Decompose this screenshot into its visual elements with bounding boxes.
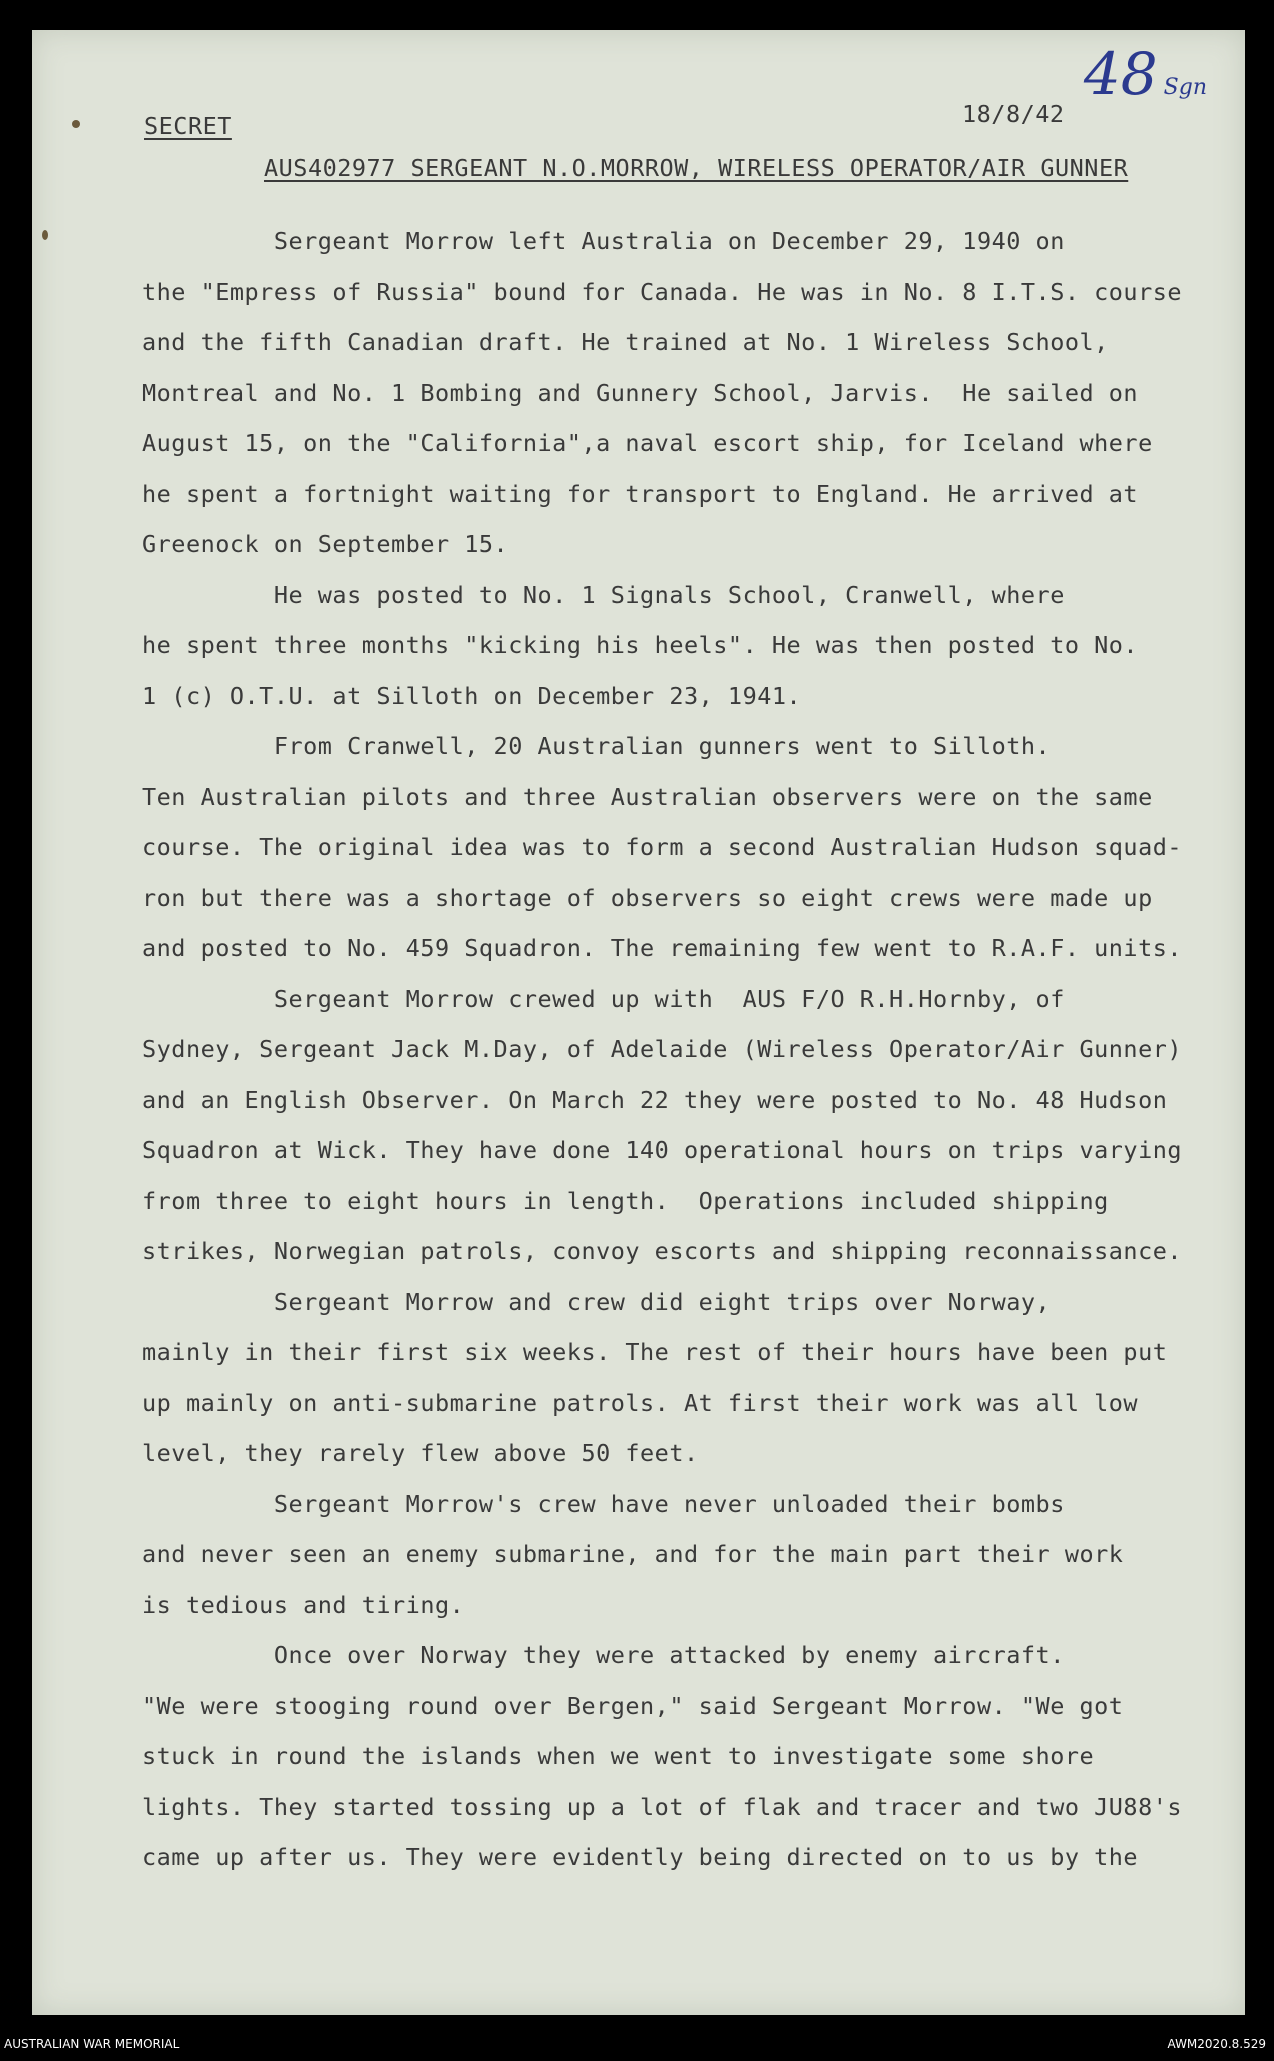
document-date: 18/8/42 [962,100,1065,128]
text-line: course. The original idea was to form a second Australian Hudson squad- [142,833,1183,861]
text-line: Greenock on September 15. [142,530,509,558]
text-line: Squadron at Wick. They have done 140 operational hours on trips varying [142,1136,1183,1164]
text-line: is tedious and tiring. [142,1590,465,1619]
text-line: strikes, Norwegian patrols, convoy escorts and shipping reconnaissance. [142,1237,1183,1265]
text-line: lights. They started tossing up a lot of flak and tracer and two JU88's [142,1792,1183,1821]
text-line: "We were stooging round over Bergen," said Sergeant Morrow. "We got [142,1691,1124,1720]
punch-mark [72,120,80,128]
text-line: and the fifth Canadian draft. He trained at No. 1 Wireless School, [142,328,1109,356]
text-line: Sergeant Morrow crewed up with AUS F/O R.H.Hornby, of [142,984,1065,1013]
document-page [32,30,1245,2015]
archive-footer [0,2035,1274,2055]
paragraph [142,1277,1202,1479]
paragraph [142,1479,1202,1631]
text-line: and never seen an enemy submarine, and for the main part their work [142,1540,1124,1568]
text-line: Ten Australian pilots and three Australian observers were on the same [142,782,1153,811]
text-line: Sergeant Morrow and crew did eight trips over Norway, [142,1287,1051,1316]
text-line: level, they rarely flew above 50 feet. [142,1439,699,1467]
text-line: From Cranwell, 20 Australian gunners went to Silloth. [142,732,1051,760]
text-line: mainly in their first six weeks. The rest of their hours have been put [142,1338,1168,1366]
text-line: from three to eight hours in length. Operations included shipping [142,1186,1109,1215]
text-line: Montreal and No. 1 Bombing and Gunnery School, Jarvis. He sailed on [142,378,1139,407]
text-line: Once over Norway they were attacked by enemy aircraft. [142,1641,1065,1669]
paragraph [142,974,1202,1277]
text-line: 1 (c) O.T.U. at Silloth on December 23, 1941. [142,681,802,710]
text-line: Sydney, Sergeant Jack M.Day, of Adelaide (Wireless Operator/Air Gunner) [142,1035,1183,1063]
punch-mark [42,230,48,240]
text-line: and an English Observer. On March 22 they were posted to No. 48 Hudson [142,1085,1168,1114]
handwritten-annotation [1084,40,1207,108]
handwritten-initials: Sgn [1163,75,1207,100]
paragraph [142,721,1202,974]
paragraph [142,570,1202,722]
text-line: He was posted to No. 1 Signals School, Cranwell, where [142,580,1065,609]
paragraph [142,1630,1202,1883]
text-line: he spent a fortnight waiting for transport to England. He arrived at [142,479,1139,508]
handwritten-number: 48 [1083,40,1158,108]
classification-label: SECRET [144,112,232,140]
text-line: the "Empress of Russia" bound for Canada. He was in No. 8 I.T.S. course [142,277,1183,306]
footer-institution: AUSTRALIAN WAR MEMORIAL [4,2037,180,2051]
text-line: August 15, on the "California",a naval escort ship, for Iceland where [142,429,1153,457]
footer-accession-number: AWM2020.8.529 [1167,2037,1266,2051]
text-line: he spent three months "kicking his heels". He was then posted to No. [142,631,1139,659]
text-line: stuck in round the islands when we went to investigate some shore [142,1742,1095,1770]
document-title: AUS402977 SERGEANT N.O.MORROW, WIRELESS OPERATOR/AIR GUNNER [264,154,1129,182]
text-line: ron but there was a shortage of observers so eight crews were made up [142,883,1153,912]
document-body [142,216,1202,1883]
text-line: came up after us. They were evidently being directed on to us by the [142,1843,1139,1871]
text-line: Sergeant Morrow's crew have never unloaded their bombs [142,1489,1065,1518]
text-line: up mainly on anti-submarine patrols. At first their work was all low [142,1388,1139,1417]
paragraph [142,216,1202,570]
text-line: Sergeant Morrow left Australia on December 29, 1940 on [142,227,1065,255]
text-line: and posted to No. 459 Squadron. The remaining few went to R.A.F. units. [142,934,1183,962]
